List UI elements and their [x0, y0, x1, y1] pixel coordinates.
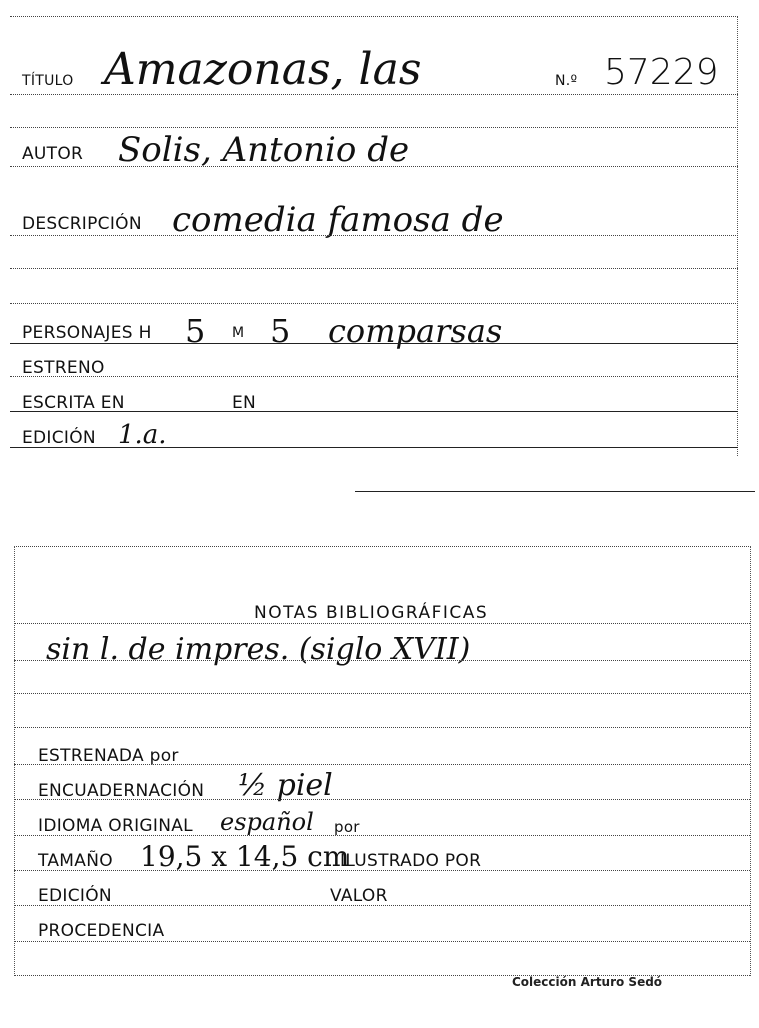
- notas-title: NOTAS BIBLIOGRÁFICAS: [254, 603, 489, 623]
- encuadernacion-label: ENCUADERNACIÓN: [38, 781, 205, 801]
- edicion-label-2: EDICIÓN: [38, 886, 112, 906]
- personajes-m-value: 5: [270, 312, 291, 350]
- idioma-por: por: [334, 818, 360, 836]
- rule-estrenada: [14, 764, 750, 765]
- numero-value: 57229: [604, 52, 719, 93]
- card2-edge-left: [14, 546, 15, 976]
- personajes-label: PERSONAJES H: [22, 323, 152, 343]
- card2-edge-top: [14, 546, 749, 547]
- collection-footer: Colección Arturo Sedó: [512, 975, 663, 989]
- titulo-label: TÍTULO: [22, 73, 74, 89]
- encuadernacion-value: ½ piel: [238, 768, 333, 803]
- titulo-value: Amazonas, las: [104, 44, 422, 95]
- rule-procedencia: [14, 941, 750, 942]
- personajes-h-value: 5: [185, 312, 206, 350]
- descripcion-value: comedia famosa de: [172, 200, 504, 240]
- notas-value: sin l. de impres. (siglo XVII): [46, 632, 471, 667]
- rule-notas-1: [14, 660, 750, 661]
- rule-tamano: [14, 870, 750, 871]
- estrenada-label: ESTRENADA por: [38, 746, 179, 766]
- valor-label: VALOR: [330, 886, 388, 906]
- autor-label: AUTOR: [22, 144, 84, 164]
- rule-notas-title: [14, 623, 750, 624]
- rule-idioma: [14, 835, 750, 836]
- rule-notas-3: [14, 727, 750, 728]
- personajes-m-label: M: [232, 325, 245, 341]
- escrita-en-label: ESCRITA EN: [22, 393, 125, 413]
- estreno-label: ESTRENO: [22, 358, 105, 378]
- idioma-value: español: [220, 808, 314, 836]
- procedencia-label: PROCEDENCIA: [38, 921, 165, 941]
- edicion-value: 1.a.: [118, 420, 167, 450]
- personajes-extra: comparsas: [328, 312, 503, 350]
- rule-notas-2: [14, 693, 750, 694]
- autor-value: Solis, Antonio de: [118, 130, 410, 170]
- rule-encuadernacion: [14, 799, 750, 800]
- rule-edicion-2: [14, 905, 750, 906]
- descripcion-label: DESCRIPCIÓN: [22, 214, 142, 234]
- tamano-label: TAMAÑO: [38, 851, 113, 871]
- en-label: EN: [232, 393, 257, 413]
- idioma-label: IDIOMA ORIGINAL: [38, 816, 193, 836]
- card2-edge-right: [750, 546, 751, 976]
- edicion-label: EDICIÓN: [22, 428, 96, 448]
- numero-label: N.º: [555, 73, 578, 89]
- tamano-value: 19,5 x 14,5 cm: [140, 840, 350, 873]
- ilustrado-label: ILUSTRADO POR: [340, 851, 482, 871]
